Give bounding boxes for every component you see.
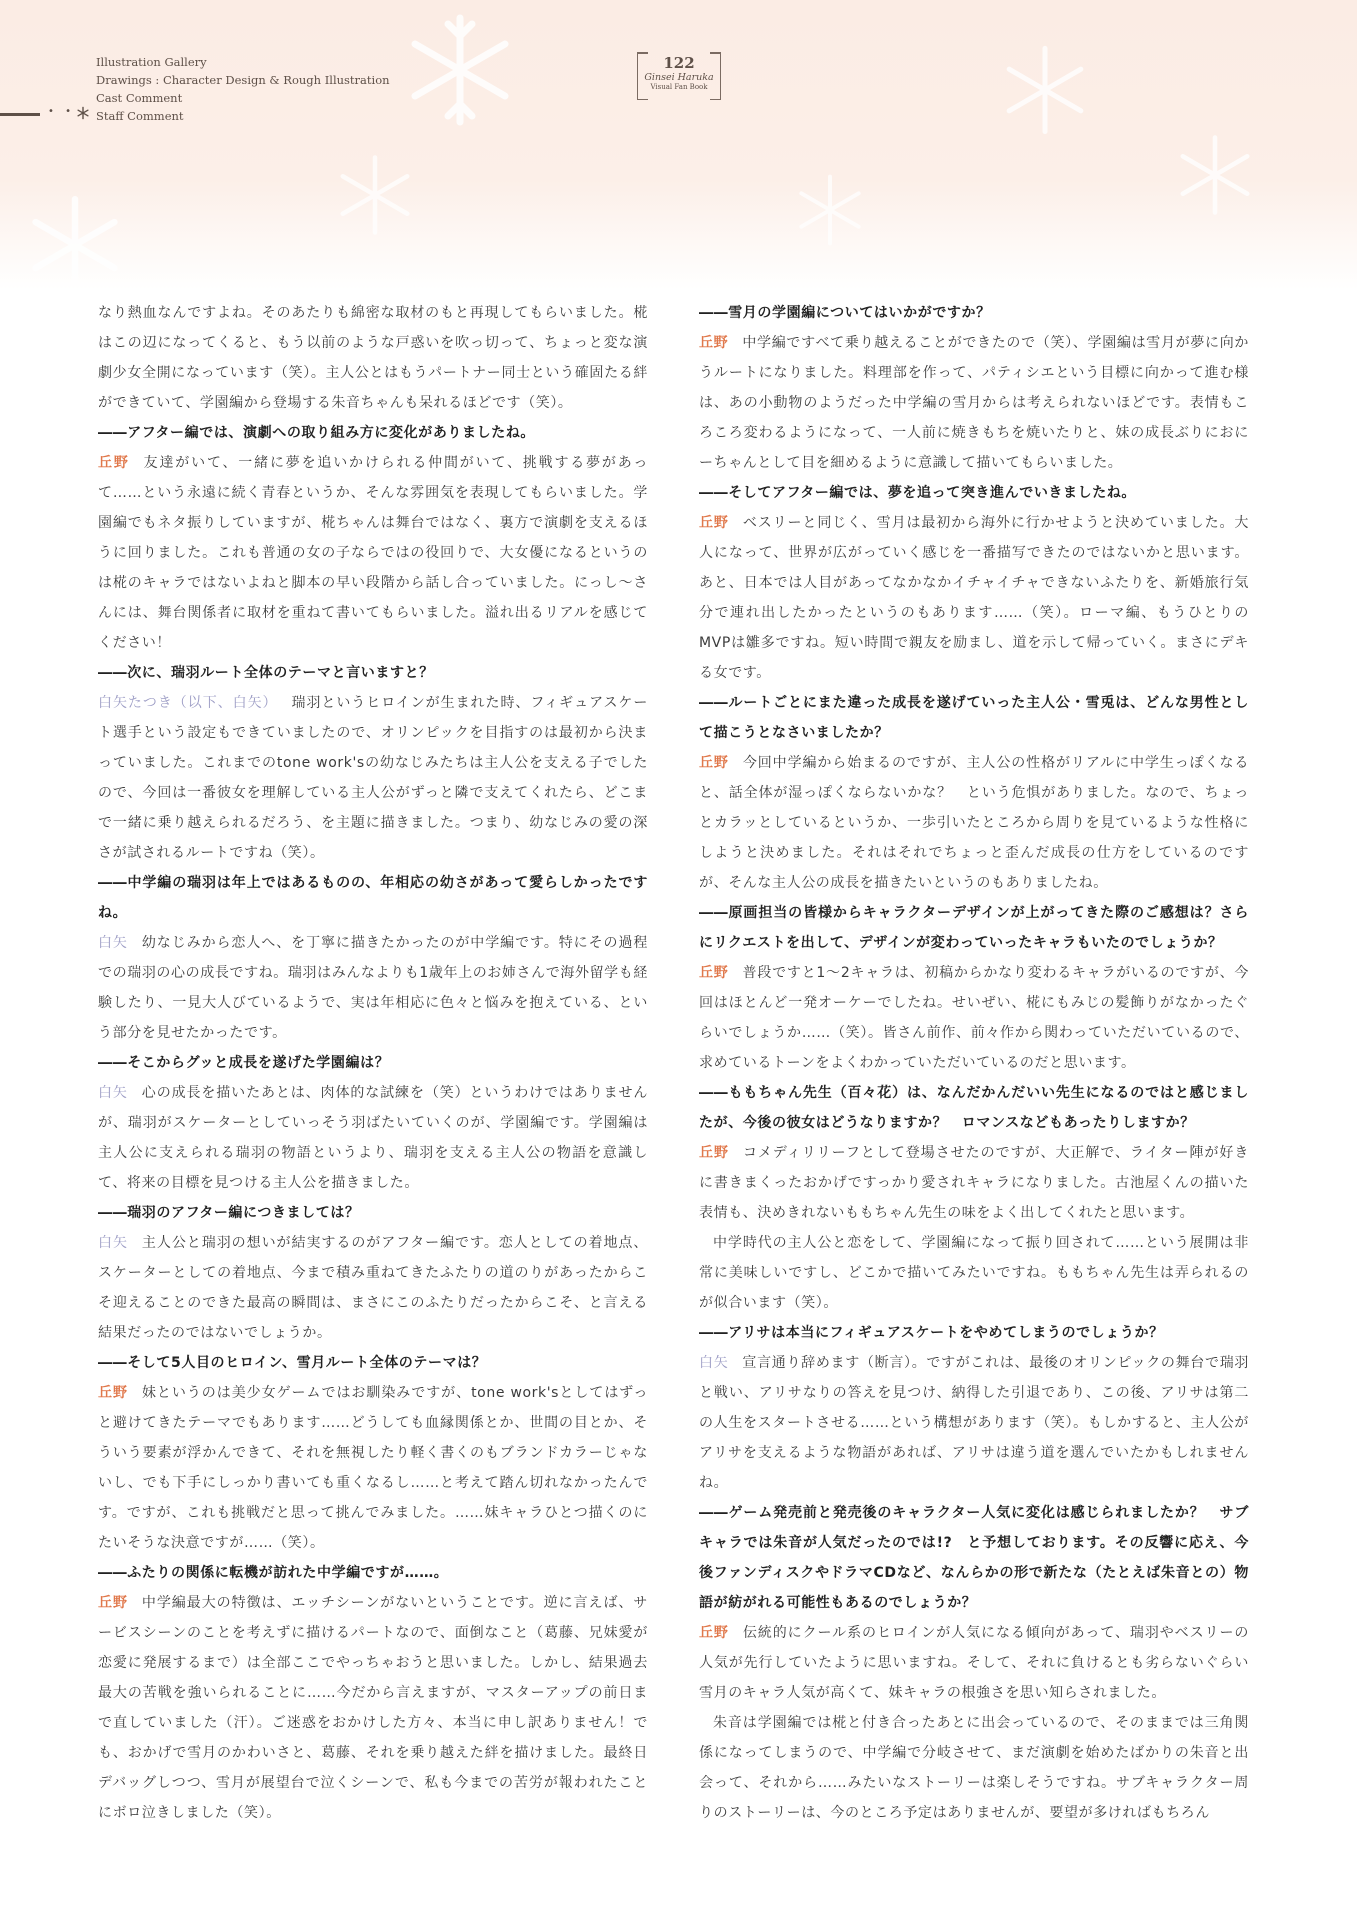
interview-question: ――そこからグッと成長を遂げた学園編は？ <box>98 1055 390 1071</box>
page-number-badge <box>637 52 721 100</box>
interview-question: ――雪月の学園編についてはいかがですか？ <box>699 305 991 321</box>
speaker-name: 白矢 <box>98 935 128 951</box>
nav-item-staff-comment[interactable]: Staff Comment <box>96 109 184 123</box>
interview-answer <box>699 508 1249 688</box>
answer-text: 友達がいて、一緒に夢を追いかけられる仲間がいて、挑戦する夢があって……という永遠に続く青春というか、そんな雰囲気を表現してもらいました。学園編でもネタ振りしていますが、椛ちゃんは舞台ではなく、裏方で演劇を支えるほうに回りました。これも普通の女の子ならではの役回りで、大女優になるというのは椛のキャラではないよねと脚本の早い段階から話し合っていました。にっし～さんには、舞台関係者に取材を重ねて書いてもらいました。溢れ出るリアルを感じてください！ <box>98 455 649 651</box>
speaker-name: 丘野 <box>699 1625 729 1641</box>
snowflake-decoration-icon <box>20 190 130 290</box>
body-text: なり熱血なんですよね。そのあたりも綿密な取材のもと再現してもらいました。椛はこの辺になってくると、もう以前のような戸惑いを吹っ切って、ちょっと変な演劇少女全開になっています（笑）。主人公とはもうパートナー同士という確固たる絆ができていて、学園編から登場する朱音ちゃんも呆れるほどです（笑）。 <box>98 305 648 411</box>
interview-question: ――ルートごとにまた違った成長を遂げていった主人公・雪兎は、どんな男性として描こうとなさいましたか？ <box>699 695 1249 741</box>
answer-text: 主人公と瑞羽の想いが結実するのがアフター編です。恋人としての着地点、スケーターとしての着地点、今まで積み重ねてきたふたりの道のりがあったからこそ迎えることのできた最高の瞬間は、まさにこのふたりだったからこそ、と言える結果だったのではないでしょうか。 <box>98 1235 648 1341</box>
interview-question: ――アリサは本当にフィギュアスケートをやめてしまうのでしょうか？ <box>699 1325 1164 1341</box>
interview-answer <box>699 748 1249 898</box>
speaker-name: 白矢たつき（以下、白矢） <box>98 695 278 711</box>
answer-text: 瑞羽というヒロインが生まれた時、フィギュアスケート選手という設定もできていましたので、オリンピックを目指すのは最初から決まっていました。これまでのtone work'sの幼なじみたちは主人公を支える子でしたので、今回は一番彼女を理解している主人公がずっと隣で支えてくれたら、どこまで一緒に乗り越えられるだろう、を主題に描きました。つまり、幼なじみの愛の深さが試されるルートですね（笑）。 <box>98 695 648 861</box>
interview-answer <box>98 688 648 868</box>
answer-text: 中学編最大の特徴は、エッチシーンがないということです。逆に言えば、サービスシーンのことを考えずに描けるパートなので、面倒なこと（葛藤、兄妹愛が恋愛に発展するまで）は全部ここでやっちゃおうと思いました。しかし、結果過去最大の苦戦を強いられることに……今だから言えますが、マスターアップの前日まで直していました（汗）。ご迷惑をおかけした方々、本当に申し訳ありません！でも、おかげで雪月のかわいさと、葛藤、それを乗り越えた絆を描けました。最終日デバッグしつつ、雪月が展望台で泣くシーンで、私も今までの苦労が報われたことにボロ泣きしました（笑）。 <box>98 1595 648 1821</box>
interview-answer <box>98 1228 648 1348</box>
interview-question: ――ももちゃん先生（百々花）は、なんだかんだいい先生になるのではと感じましたが、今後の彼女はどうなりますか？ ロマンスなどもあったりしますか？ <box>699 1085 1249 1131</box>
gallery-nav <box>96 53 390 125</box>
speaker-name: 丘野 <box>699 965 729 981</box>
interview-answer <box>699 958 1249 1078</box>
interview-question: ――ゲーム発売前と発売後のキャラクター人気に変化は感じられましたか？ サブキャラでは朱音が人気だったのでは!? と予想しております。その反響に応え、今後ファンディスクやドラマCDなど、なんらかの形で新たな（たとえば朱音との）物語が紡がれる可能性もあるのでしょうか？ <box>699 1505 1249 1611</box>
interview-question: ――アフター編では、演劇への取り組み方に変化がありましたね。 <box>98 425 536 441</box>
snowflake-decoration-icon <box>995 40 1095 140</box>
interview-answer <box>699 1138 1249 1228</box>
answer-text: 妹というのは美少女ゲームではお馴染みですが、tone work'sとしてはずっと避けてきたテーマでもあります……どうしても血縁関係とか、世間の目とか、そういう要素が浮かんできて、それを無視したり軽く書くのもブランドカラーじゃないし、でも下手にしっかり書いても重くなるし……と考えて踏ん切れなかったんです。ですが、これも挑戦だと思って挑んでみました。……妹キャラひとつ描くのにたいそうな決意ですが……（笑）。 <box>98 1385 649 1551</box>
speaker-name: 白矢 <box>98 1085 128 1101</box>
interview-question: ――瑞羽のアフター編につきましては？ <box>98 1205 360 1221</box>
interview-answer <box>98 448 648 658</box>
interview-answer <box>699 328 1249 478</box>
answer-text: ベスリーと同じく、雪月は最初から海外に行かせようと決めていました。大人になって、世界が広がっていく感じを一番描写できたのではないかと思います。あと、日本では人目があってなかなかイチャイチャできないふたりを、新婚旅行気分で連れ出したかったというのもあります……（笑）。ローマ編、もうひとりのMVPは雛多ですね。短い時間で親友を励まし、道を示して帰っていく。まさにデキる女です。 <box>699 515 1249 681</box>
interview-question: ――次に、瑞羽ルート全体のテーマと言いますと？ <box>98 665 434 681</box>
speaker-name: 丘野 <box>98 1385 128 1401</box>
speaker-name: 丘野 <box>98 1595 128 1611</box>
book-subtitle: Visual Fan Book <box>650 83 708 91</box>
interview-answer <box>98 1378 648 1558</box>
speaker-name: 丘野 <box>98 455 130 471</box>
interview-answer <box>98 1078 648 1198</box>
answer-text: 宣言通り辞めます（断言）。ですがこれは、最後のオリンピックの舞台で瑞羽と戦い、アリサなりの答えを見つけ、納得した引退であり、この後、アリサは第二の人生をスタートさせる……という構想があります（笑）。もしかすると、主人公がアリサを支えるような物語があれば、アリサは違う道を選んでいたかもしれませんね。 <box>699 1355 1249 1491</box>
page-number: 122 <box>663 54 695 72</box>
snowflake-decoration-icon <box>1170 130 1260 220</box>
nav-dots: • • <box>48 106 75 117</box>
answer-continuation: 朱音は学園編では椛と付き合ったあとに出会っているので、そのままでは三角関係になってしまうので、中学編で分岐させて、まだ演劇を始めたばかりの朱音と出会って、それから……みたいなストーリーは楽しそうですね。サブキャラクター周りのストーリーは、今のところ予定はありませんが、要望が多ければもちろん <box>699 1715 1249 1821</box>
book-title: Ginsei Haruka <box>644 72 714 83</box>
answer-text: 中学編ですべて乗り越えることができたので（笑）、学園編は雪月が夢に向かうルートになりました。料理部を作って、パティシエという目標に向かって進む様は、あの小動物のようだった中学編の雪月からは考えられないほどです。表情もころころ変わるようになって、一人前に焼きもちを焼いたりと、妹の成長ぶりにおにーちゃんとして目を細めるように意識して描いてもらいました。 <box>699 335 1249 471</box>
answer-text: 普段ですと1～2キャラは、初稿からかなり変わるキャラがいるのですが、今回はほとんど一発オーケーでしたね。せいぜい、椛にもみじの髪飾りがなかったぐらいでしょうか……（笑）。皆さん前作、前々作から関わっていただいているので、求めているトーンをよくわかっていただいているのだと思います。 <box>699 965 1250 1071</box>
interview-column-left <box>98 298 648 1828</box>
interview-answer <box>98 1588 648 1828</box>
answer-text: コメディリリーフとして登場させたのですが、大正解で、ライター陣が好きに書きまくったおかげですっかり愛されキャラになりました。古池屋くんの描いた表情も、決めきれないももちゃん先生の味をよく出してくれたと思います。 <box>699 1145 1249 1221</box>
interview-question: ――原画担当の皆様からキャラクターデザインが上がってきた際のご感想は？さらにリクエストを出して、デザインが変わっていったキャラもいたのでしょうか？ <box>699 905 1250 951</box>
speaker-name: 白矢 <box>98 1235 128 1251</box>
speaker-name: 丘野 <box>699 335 729 351</box>
answer-text: 伝統的にクール系のヒロインが人気になる傾向があって、瑞羽やベスリーの人気が先行していたように思いますね。そして、それに負けるとも劣らないぐらい雪月のキャラ人気が高くて、妹キャラの根強さを思い知らされました。 <box>699 1625 1249 1701</box>
interview-question: ――ふたりの関係に転機が訪れた中学編ですが……。 <box>98 1565 449 1581</box>
snowflake-decoration-icon <box>400 10 520 130</box>
answer-continuation: 中学時代の主人公と恋をして、学園編になって振り回されて……という展開は非常に美味しいですし、どこかで描いてみたいですね。ももちゃん先生は弄られるのが似合います（笑）。 <box>699 1235 1249 1311</box>
interview-answer <box>699 1618 1249 1708</box>
interview-question: ――中学編の瑞羽は年上ではあるものの、年相応の幼さがあって愛らしかったですね。 <box>98 875 648 921</box>
nav-item-cast-comment[interactable]: Cast Comment <box>96 91 183 105</box>
interview-question: ――そして5人目のヒロイン、雪月ルート全体のテーマは？ <box>98 1355 487 1371</box>
nav-item-illustration-gallery[interactable]: Illustration Gallery <box>96 55 207 69</box>
nav-item-drawings[interactable]: Drawings : Character Design & Rough Illustration <box>96 73 390 87</box>
interview-answer <box>98 928 648 1048</box>
answer-text: 今回中学編から始まるのですが、主人公の性格がリアルに中学生っぽくなると、話全体が湿っぽくならないかな？ という危惧がありました。なので、ちょっとカラッとしているというか、一歩引いたところから周りを見ているような性格にしようと決めました。それはそれでちょっと歪んだ成長の仕方をしているのですが、そんな主人公の成長を描きたいというのもありましたね。 <box>699 755 1249 891</box>
speaker-name: 丘野 <box>699 1145 729 1161</box>
interview-column-right <box>699 298 1249 1828</box>
interview-question: ――そしてアフター編では、夢を追って突き進んでいきましたね。 <box>699 485 1137 501</box>
snowflake-decoration-icon <box>790 170 870 250</box>
answer-text: 幼なじみから恋人へ、を丁寧に描きたかったのが中学編です。特にその過程での瑞羽の心の成長ですね。瑞羽はみんなよりも1歳年上のお姉さんで海外留学も経験したり、一見大人びているようで、実は年相応に色々と悩みを抱えている、という部分を見せたかったです。 <box>98 935 648 1041</box>
answer-text: 心の成長を描いたあとは、肉体的な試練を（笑）というわけではありませんが、瑞羽がスケーターとしていっそう羽ばたいていくのが、学園編です。学園編は主人公に支えられる瑞羽の物語というより、瑞羽を支える主人公の物語を意識して、将来の目標を見つける主人公を描きました。 <box>98 1085 648 1191</box>
header-band <box>0 0 1357 290</box>
speaker-name: 丘野 <box>699 515 729 531</box>
speaker-name: 丘野 <box>699 755 729 771</box>
speaker-name: 白矢 <box>699 1355 729 1371</box>
interview-answer <box>699 1348 1249 1498</box>
snowflake-marker-icon <box>76 106 90 120</box>
snowflake-decoration-icon <box>330 150 420 240</box>
nav-indicator-line <box>0 113 40 116</box>
